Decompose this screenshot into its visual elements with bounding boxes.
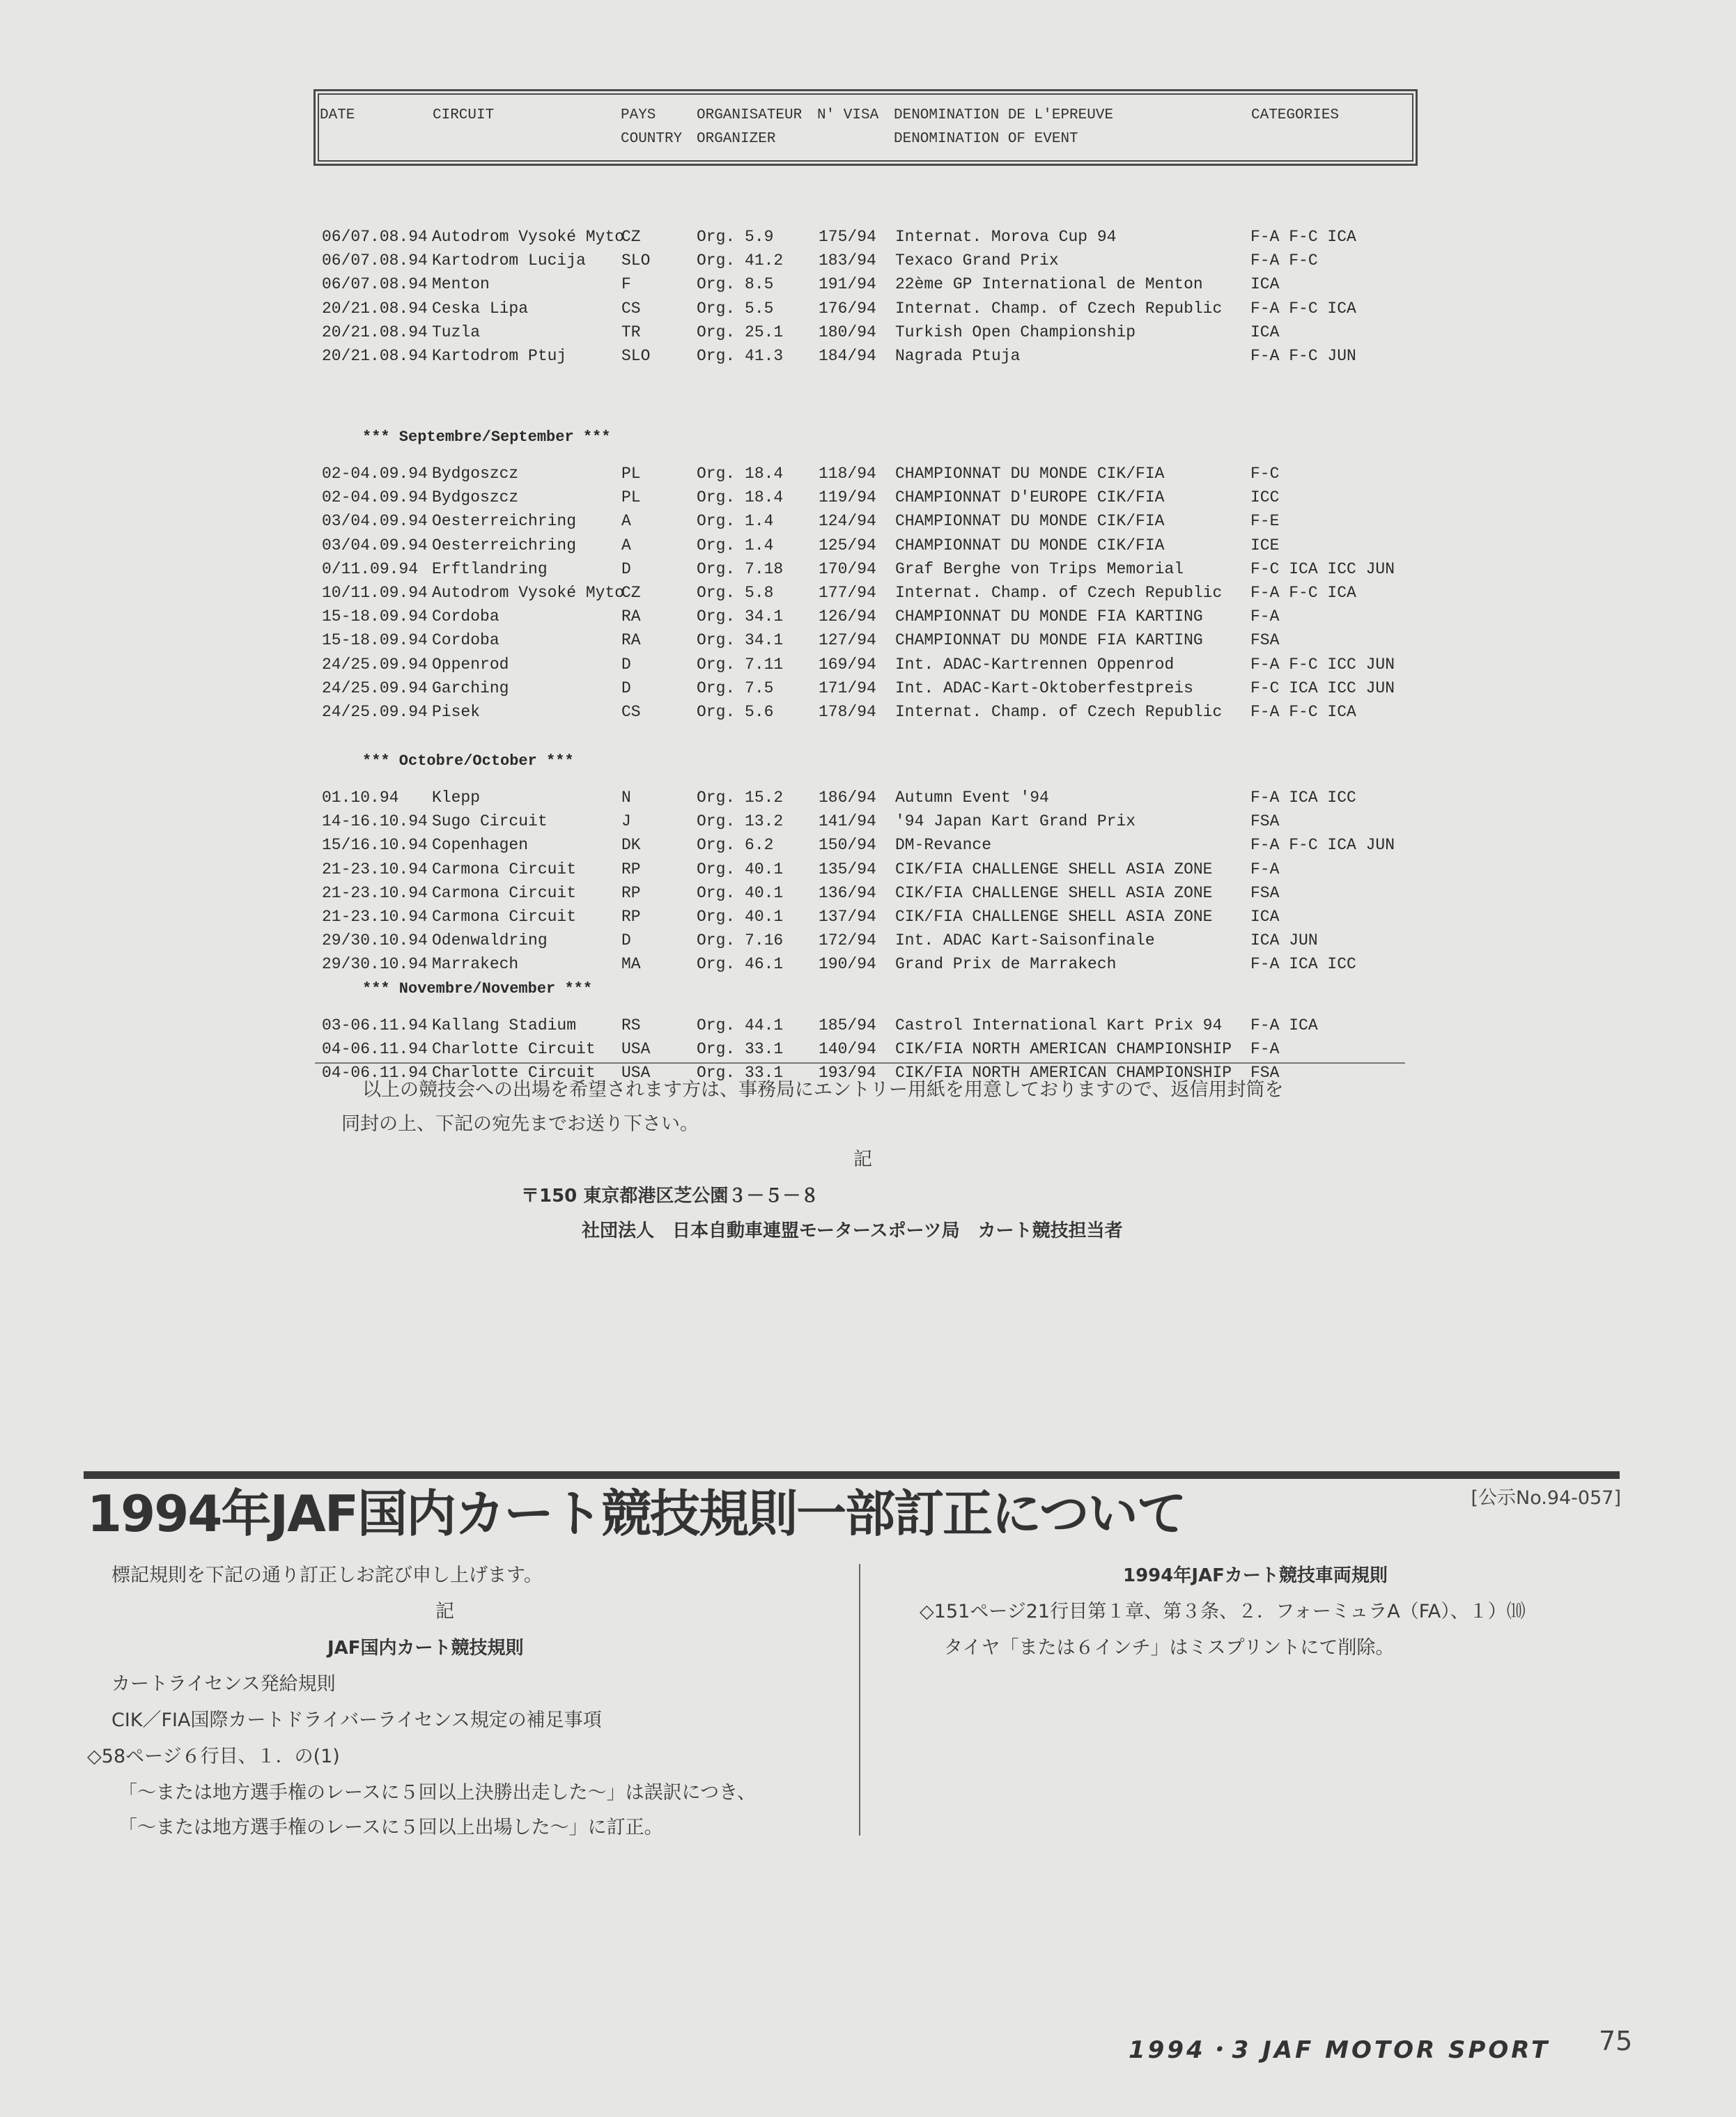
cell-circuit: Oesterreichring [432, 512, 577, 531]
cell-org: Org. 7.11 [697, 655, 784, 674]
cell-date: 15/16.10.94 [322, 836, 428, 855]
cell-cat: F-C ICA ICC JUN [1250, 678, 1395, 697]
cell-circuit: Copenhagen [432, 836, 529, 855]
cell-event: CHAMPIONNAT DU MONDE FIA KARTING [895, 631, 1203, 650]
cell-pays: A [621, 536, 631, 555]
cell-cat: F-C [1250, 465, 1280, 483]
cell-event: CHAMPIONNAT DU MONDE CIK/FIA [895, 512, 1165, 531]
cell-cat: FSA [1250, 812, 1280, 831]
cell-circuit: Autodrom Vysoké Myto [432, 228, 625, 246]
table-row [313, 700, 1418, 724]
table-row [313, 952, 1418, 976]
cell-circuit: Menton [432, 275, 490, 294]
cell-cat: F-A F-C ICA [1250, 228, 1356, 246]
cell-event: Texaco Grand Prix [895, 251, 1059, 270]
cell-circuit: Erftlandring [432, 559, 548, 578]
cell-circuit: Sugo Circuit [432, 812, 548, 831]
cell-circuit: Cordoba [432, 631, 499, 650]
cell-cat: F-A [1250, 860, 1280, 878]
cell-org: Org. 41.2 [697, 251, 784, 270]
cell-event: Internat. Morova Cup 94 [895, 228, 1117, 246]
cell-pays: PL [621, 488, 641, 507]
cell-org: Org. 46.1 [697, 955, 784, 974]
cell-visa: 119/94 [819, 488, 876, 507]
cell-event: CHAMPIONNAT DU MONDE FIA KARTING [895, 607, 1203, 626]
notice-organization: 社団法人 日本自動車連盟モータースポーツ局 カート競技担当者 [582, 1220, 1123, 1241]
header-organizer: ORGANISATEUR ORGANIZER [697, 107, 803, 147]
cell-org: Org. 15.2 [697, 789, 784, 807]
cell-date: 04-06.11.94 [322, 1064, 428, 1083]
notice-address: 〒150 東京都港区芝公園３－５－８ [521, 1186, 819, 1207]
cell-visa: 180/94 [819, 323, 876, 341]
cell-org: Org. 18.4 [697, 488, 784, 507]
cell-pays: D [621, 655, 631, 674]
cell-event: CIK/FIA NORTH AMERICAN CHAMPIONSHIP [895, 1040, 1232, 1059]
cell-circuit: Bydgoszcz [432, 488, 519, 507]
cell-date: 10/11.09.94 [322, 584, 428, 602]
left-line-1: カートライセンス発給規則 [111, 1673, 336, 1695]
header-date: DATE [320, 107, 355, 123]
cell-event: CHAMPIONNAT DU MONDE CIK/FIA [895, 465, 1165, 483]
cell-circuit: Charlotte Circuit [432, 1064, 596, 1083]
cell-cat: F-A [1250, 1040, 1280, 1059]
article-ki: 記 [435, 1601, 454, 1622]
table-row [313, 557, 1418, 581]
cell-visa: 170/94 [819, 559, 876, 578]
cell-org: Org. 7.18 [697, 559, 784, 578]
table-row [313, 225, 1418, 249]
cell-date: 24/25.09.94 [322, 655, 428, 674]
cell-date: 20/21.08.94 [322, 347, 428, 365]
cell-org: Org. 5.9 [697, 228, 774, 246]
table-row [313, 881, 1418, 905]
cell-event: '94 Japan Kart Grand Prix [895, 812, 1136, 831]
notice-ki: 記 [853, 1149, 872, 1170]
table-row [313, 605, 1418, 628]
cell-visa: 172/94 [819, 931, 876, 950]
cell-circuit: Klepp [432, 789, 481, 807]
table-row [313, 534, 1418, 557]
cell-visa: 186/94 [819, 789, 876, 807]
cell-event: Int. ADAC-Kartrennen Oppenrod [895, 655, 1175, 674]
cell-cat: F-A ICA [1250, 1016, 1318, 1034]
cell-pays: TR [621, 323, 641, 341]
cell-org: Org. 1.4 [697, 536, 774, 555]
cell-visa: 141/94 [819, 812, 876, 831]
cell-org: Org. 18.4 [697, 465, 784, 483]
column-divider [859, 1564, 860, 1836]
cell-cat: FSA [1250, 1064, 1280, 1083]
cell-event: 22ème GP International de Menton [895, 275, 1203, 294]
cell-visa: 136/94 [819, 883, 876, 902]
cell-visa: 193/94 [819, 1064, 876, 1083]
cell-circuit: Garching [432, 678, 509, 697]
right-heading: 1994年JAFカート競技車両規則 [1123, 1565, 1388, 1586]
cell-circuit: Charlotte Circuit [432, 1040, 596, 1059]
cell-cat: ICA [1250, 323, 1280, 341]
cell-visa: 135/94 [819, 860, 876, 878]
cell-date: 20/21.08.94 [322, 299, 428, 318]
header-visa: N' VISA [817, 107, 879, 123]
cell-org: Org. 5.5 [697, 299, 774, 318]
cell-cat: ICA [1250, 275, 1280, 294]
cell-circuit: Oppenrod [432, 655, 509, 674]
cell-event: CHAMPIONNAT DU MONDE CIK/FIA [895, 536, 1165, 555]
cell-pays: CZ [621, 228, 641, 246]
cell-date: 15-18.09.94 [322, 607, 428, 626]
cell-pays: A [621, 512, 631, 531]
cell-cat: ICE [1250, 536, 1280, 555]
cell-org: Org. 6.2 [697, 836, 774, 855]
cell-org: Org. 25.1 [697, 323, 784, 341]
cell-date: 03/04.09.94 [322, 536, 428, 555]
cell-date: 14-16.10.94 [322, 812, 428, 831]
cell-cat: F-A F-C ICA [1250, 584, 1356, 602]
cell-visa: 140/94 [819, 1040, 876, 1059]
cell-cat: ICA [1250, 908, 1280, 926]
header-categories: CATEGORIES [1251, 107, 1340, 123]
calendar-header-box [313, 89, 1418, 166]
page-number: 75 [1599, 2026, 1633, 2056]
cell-pays: SLO [621, 347, 651, 365]
cell-visa: 178/94 [819, 703, 876, 721]
cell-event: Turkish Open Championship [895, 323, 1136, 341]
cell-visa: 184/94 [819, 347, 876, 365]
table-row [313, 1014, 1418, 1037]
cell-visa: 171/94 [819, 678, 876, 697]
cell-circuit: Kallang Stadium [432, 1016, 577, 1034]
cell-event: CIK/FIA CHALLENGE SHELL ASIA ZONE [895, 883, 1213, 902]
cell-date: 01.10.94 [322, 789, 399, 807]
cell-circuit: Pisek [432, 703, 481, 721]
cell-event: CIK/FIA NORTH AMERICAN CHAMPIONSHIP [895, 1064, 1232, 1083]
cell-visa: 137/94 [819, 908, 876, 926]
cell-cat: ICC [1250, 488, 1280, 507]
table-row [313, 581, 1418, 605]
cell-cat: F-A [1250, 607, 1280, 626]
cell-circuit: Cordoba [432, 607, 499, 626]
cell-org: Org. 33.1 [697, 1040, 784, 1059]
cell-date: 20/21.08.94 [322, 323, 428, 341]
table-row [313, 628, 1418, 652]
left-line-4: 「～または地方選手権のレースに５回以上決勝出走した～」は誤訳につき、 [118, 1782, 757, 1804]
cell-pays: D [621, 678, 631, 697]
cell-date: 06/07.08.94 [322, 228, 428, 246]
header-country: PAYS COUNTRY [621, 107, 683, 147]
cell-cat: F-C ICA ICC JUN [1250, 559, 1395, 578]
cell-cat: F-A F-C ICA [1250, 703, 1356, 721]
cell-circuit: Kartodrom Lucija [432, 251, 586, 270]
cell-pays: RP [621, 883, 641, 902]
cell-event: Grand Prix de Marrakech [895, 955, 1117, 974]
cell-event: CHAMPIONNAT D'EUROPE CIK/FIA [895, 488, 1165, 507]
cell-cat: FSA [1250, 631, 1280, 650]
cell-date: 21-23.10.94 [322, 883, 428, 902]
cell-pays: RP [621, 860, 641, 878]
cell-org: Org. 13.2 [697, 812, 784, 831]
cell-date: 24/25.09.94 [322, 678, 428, 697]
left-line-3: ◇58ページ６行目、１．の(1) [87, 1746, 340, 1767]
cell-date: 24/25.09.94 [322, 703, 428, 721]
cell-circuit: Bydgoszcz [432, 465, 519, 483]
cell-date: 21-23.10.94 [322, 860, 428, 878]
table-row [313, 486, 1418, 509]
table-row [313, 249, 1418, 272]
table-row [313, 905, 1418, 929]
header-event: DENOMINATION DE L'EPREUVE DENOMINATION OF EVENT [894, 107, 1114, 147]
cell-circuit: Oesterreichring [432, 536, 577, 555]
cell-date: 29/30.10.94 [322, 955, 428, 974]
table-row [313, 462, 1418, 486]
cell-date: 02-04.09.94 [322, 465, 428, 483]
notice-line-2: 同封の上、下記の宛先までお送り下さい。 [341, 1113, 699, 1135]
cell-circuit: Kartodrom Ptuj [432, 347, 567, 365]
cell-pays: D [621, 931, 631, 950]
table-row [313, 786, 1418, 809]
cell-cat: F-E [1250, 512, 1280, 531]
cell-pays: CS [621, 703, 641, 721]
cell-event: Nagrada Ptuja [895, 347, 1021, 365]
cell-org: Org. 40.1 [697, 883, 784, 902]
cell-org: Org. 41.3 [697, 347, 784, 365]
cell-circuit: Ceska Lipa [432, 299, 529, 318]
cell-circuit: Odenwaldring [432, 931, 548, 950]
cell-date: 02-04.09.94 [322, 488, 428, 507]
table-row [313, 929, 1418, 952]
cell-pays: CZ [621, 584, 641, 602]
cell-pays: F [621, 275, 631, 294]
cell-date: 15-18.09.94 [322, 631, 428, 650]
article-intro: 標記規則を下記の通り訂正しお詫び申し上げます。 [111, 1565, 543, 1586]
cell-visa: 118/94 [819, 465, 876, 483]
cell-pays: MA [621, 955, 641, 974]
cell-date: 0/11.09.94 [322, 559, 419, 578]
cell-visa: 176/94 [819, 299, 876, 318]
section-title: *** Septembre/September *** [362, 428, 611, 446]
calendar-bottom-rule [315, 1062, 1405, 1064]
notice-number: [公示No.94-057] [1471, 1487, 1621, 1509]
left-heading: JAF国内カート競技規則 [327, 1638, 524, 1659]
cell-org: Org. 5.6 [697, 703, 774, 721]
table-row [313, 653, 1418, 676]
cell-circuit: Tuzla [432, 323, 481, 341]
cell-cat: F-A F-C ICA JUN [1250, 836, 1395, 855]
cell-event: CIK/FIA CHALLENGE SHELL ASIA ZONE [895, 860, 1213, 878]
cell-date: 29/30.10.94 [322, 931, 428, 950]
cell-pays: SLO [621, 251, 651, 270]
cell-event: Autumn Event '94 [895, 789, 1049, 807]
cell-pays: RS [621, 1016, 641, 1034]
cell-visa: 169/94 [819, 655, 876, 674]
cell-visa: 185/94 [819, 1016, 876, 1034]
cell-org: Org. 7.5 [697, 678, 774, 697]
header-circuit: CIRCUIT [433, 107, 495, 123]
cell-event: Internat. Champ. of Czech Republic [895, 584, 1223, 602]
cell-cat: F-A F-C ICC JUN [1250, 655, 1395, 674]
cell-circuit: Carmona Circuit [432, 860, 577, 878]
cell-circuit: Autodrom Vysoké Myto [432, 584, 625, 602]
table-row [313, 809, 1418, 833]
cell-org: Org. 34.1 [697, 631, 784, 650]
cell-visa: 183/94 [819, 251, 876, 270]
table-row [313, 676, 1418, 700]
cell-org: Org. 5.8 [697, 584, 774, 602]
cell-circuit: Carmona Circuit [432, 908, 577, 926]
cell-cat: F-A F-C JUN [1250, 347, 1356, 365]
cell-pays: PL [621, 465, 641, 483]
cell-date: 03-06.11.94 [322, 1016, 428, 1034]
magazine-footer: 1994・3 JAF MOTOR SPORT [1129, 2036, 1551, 2064]
article-title: 1994年JAF国内カート競技規則一部訂正について [87, 1484, 1186, 1543]
cell-event: Castrol International Kart Prix 94 [895, 1016, 1223, 1034]
right-line-2: タイヤ「または６インチ」はミスプリントにて削除。 [944, 1637, 1395, 1659]
cell-pays: RP [621, 908, 641, 926]
table-row [313, 344, 1418, 368]
cell-cat: ICA JUN [1250, 931, 1318, 950]
cell-visa: 125/94 [819, 536, 876, 555]
right-line-1: ◇151ページ21行目第１章、第３条、２．フォーミュラA（FA）、１）⑽ [920, 1601, 1526, 1622]
cell-org: Org. 8.5 [697, 275, 774, 294]
cell-pays: USA [621, 1064, 651, 1083]
table-row [313, 833, 1418, 857]
cell-visa: 177/94 [819, 584, 876, 602]
cell-visa: 190/94 [819, 955, 876, 974]
cell-org: Org. 1.4 [697, 512, 774, 531]
cell-org: Org. 40.1 [697, 860, 784, 878]
table-row [313, 1037, 1418, 1061]
cell-event: Graf Berghe von Trips Memorial [895, 559, 1184, 578]
cell-cat: F-A ICA ICC [1250, 789, 1356, 807]
cell-pays: RA [621, 631, 641, 650]
cell-visa: 126/94 [819, 607, 876, 626]
cell-pays: USA [621, 1040, 651, 1059]
cell-date: 06/07.08.94 [322, 251, 428, 270]
cell-org: Org. 44.1 [697, 1016, 784, 1034]
cell-circuit: Marrakech [432, 955, 519, 974]
cell-cat: F-A F-C ICA [1250, 299, 1356, 318]
cell-visa: 124/94 [819, 512, 876, 531]
cell-pays: J [621, 812, 631, 831]
cell-visa: 127/94 [819, 631, 876, 650]
cell-cat: F-A F-C [1250, 251, 1318, 270]
notice-line-1: 以上の競技会への出場を希望されます方は、事務局にエントリー用紙を用意しておりますので、返信用封筒を [362, 1079, 1284, 1101]
table-row [313, 320, 1418, 344]
cell-event: Int. ADAC-Kart-Oktoberfestpreis [895, 678, 1193, 697]
left-line-2: CIK／FIA国際カートドライバーライセンス規定の補足事項 [111, 1709, 602, 1731]
cell-event: CIK/FIA CHALLENGE SHELL ASIA ZONE [895, 908, 1213, 926]
cell-cat: F-A ICA ICC [1250, 955, 1356, 974]
table-row [313, 509, 1418, 533]
cell-date: 06/07.08.94 [322, 275, 428, 294]
cell-event: DM-Revance [895, 836, 992, 855]
table-row [313, 272, 1418, 296]
cell-event: Internat. Champ. of Czech Republic [895, 703, 1223, 721]
cell-cat: FSA [1250, 883, 1280, 902]
cell-pays: N [621, 789, 631, 807]
cell-pays: RA [621, 607, 641, 626]
left-line-5: 「～または地方選手権のレースに５回以上出場した～」に訂正。 [118, 1817, 663, 1838]
cell-org: Org. 33.1 [697, 1064, 784, 1083]
cell-date: 04-06.11.94 [322, 1040, 428, 1059]
cell-visa: 150/94 [819, 836, 876, 855]
cell-org: Org. 40.1 [697, 908, 784, 926]
table-row [313, 858, 1418, 881]
cell-circuit: Carmona Circuit [432, 883, 577, 902]
cell-visa: 175/94 [819, 228, 876, 246]
cell-org: Org. 7.16 [697, 931, 784, 950]
section-title: *** Novembre/November *** [362, 980, 593, 998]
cell-event: Int. ADAC Kart-Saisonfinale [895, 931, 1155, 950]
cell-visa: 191/94 [819, 275, 876, 294]
table-row [313, 297, 1418, 320]
cell-org: Org. 34.1 [697, 607, 784, 626]
cell-pays: DK [621, 836, 641, 855]
cell-pays: CS [621, 299, 641, 318]
section-title: *** Octobre/October *** [362, 752, 574, 770]
cell-date: 21-23.10.94 [322, 908, 428, 926]
cell-pays: D [621, 559, 631, 578]
cell-event: Internat. Champ. of Czech Republic [895, 299, 1223, 318]
cell-date: 03/04.09.94 [322, 512, 428, 531]
article-top-rule [84, 1471, 1620, 1479]
